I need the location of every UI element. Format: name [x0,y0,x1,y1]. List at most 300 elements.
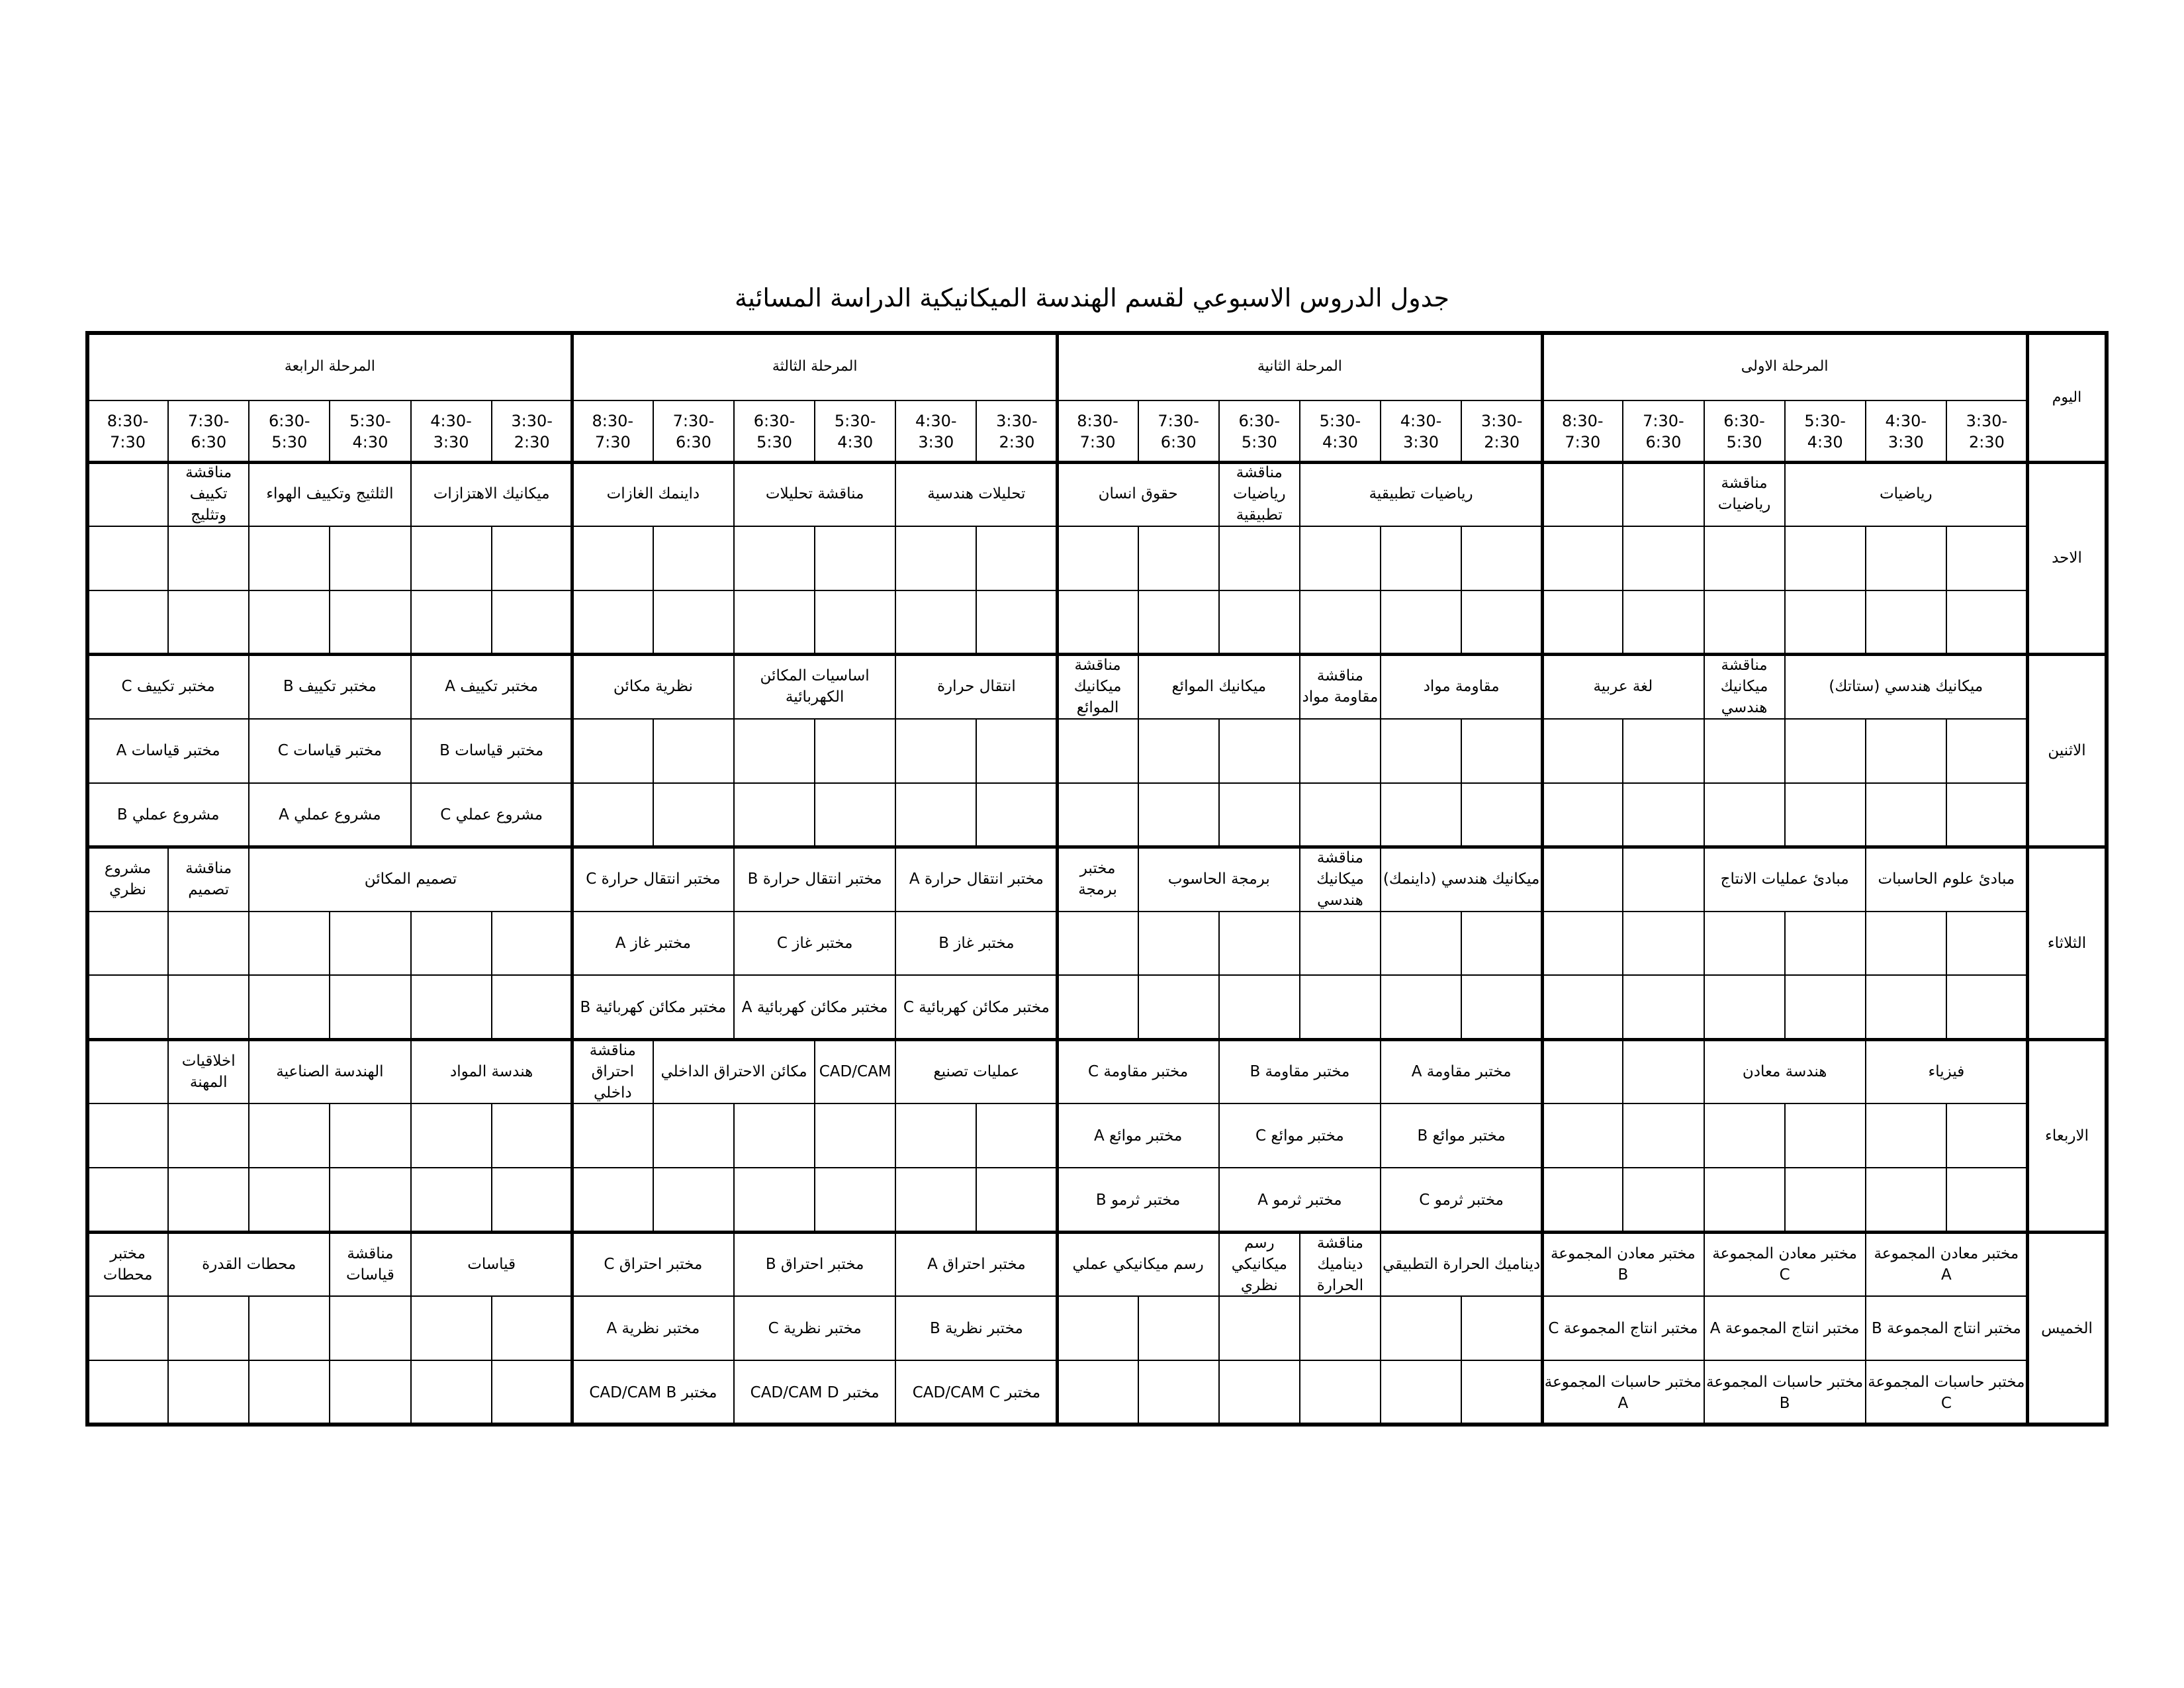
time-slot-text: 6:30-5:30 [753,411,796,451]
grid-line [733,1360,735,1425]
time-slot [1542,400,1623,462]
class-cell-text: مختبر انتاج المجموعة A [1709,1319,1860,1337]
grid-line [248,526,250,590]
grid-line [976,1168,977,1232]
grid-line [1299,719,1300,783]
grid-line [1784,526,1786,590]
grid-line [1946,590,1947,655]
grid-line [1461,975,1462,1039]
grid-line [329,1232,330,1296]
time-slot-text: 3:30-2:30 [511,411,553,451]
grid-line [1299,590,1300,655]
grid-line [1299,912,1300,976]
class-cell [572,1039,653,1103]
grid-line [491,975,492,1039]
class-cell-text: مختبر نظرية C [768,1319,862,1337]
class-cell-text: مختبر احتراق C [604,1255,703,1273]
class-cell [1542,1232,1704,1296]
grid-line [1218,400,1220,462]
class-cell-text: مختبر قياسات B [439,742,544,760]
class-cell [734,1360,895,1425]
grid-line [976,526,977,590]
grid-line [167,462,169,526]
time-slot-text: 4:30-3:30 [430,411,472,451]
grid-line [410,1360,412,1425]
grid-line [1461,400,1462,462]
class-cell [87,783,249,847]
class-cell [815,1039,895,1103]
grid-line [329,1103,330,1168]
grid-line [167,400,169,462]
grid-line [1380,912,1381,976]
class-cell-text: رسم ميكانيكي عملي [1072,1255,1204,1273]
class-cell [572,462,734,526]
class-cell [1704,462,1785,526]
class-cell-text: مختبر انتقال حرارة C [586,870,721,888]
grid-line [733,975,735,1039]
grid-line [733,526,735,590]
class-cell [895,1039,1057,1103]
class-cell [1381,1168,1542,1232]
class-cell-text: تحليلات هندسية [927,485,1026,503]
stage-header [572,333,1058,400]
grid-line [1704,655,1705,719]
class-cell-text: حقوق انسان [1098,485,1178,503]
class-cell [1381,1232,1542,1296]
class-cell [1219,1039,1381,1103]
grid-line [733,847,735,912]
class-cell-text: مناقشة احتراق داخلي [589,1041,636,1102]
class-cell-text: ميكانيك هندسي (ستاتك) [1829,678,1983,696]
grid-line [1784,719,1786,783]
class-cell-text: مختبر ثرمو B [1095,1191,1181,1209]
grid-line [1299,1232,1300,1296]
grid-line [1380,1039,1381,1103]
grid-line [167,1232,169,1296]
grid-line [814,783,815,847]
grid-line [1622,1103,1623,1168]
grid-line [1704,1039,1705,1103]
grid-line [814,1168,815,1232]
grid-line [491,1296,492,1360]
class-cell-text: مناقشة تحليلات [765,485,864,503]
class-cell [411,719,572,783]
class-cell [895,912,1057,976]
class-cell-text: مختبر مكائن كهربائية C [903,998,1050,1016]
class-cell [1704,1232,1866,1296]
grid-line [1704,1168,1705,1232]
grid-line [1865,1296,1866,1360]
class-cell [249,783,410,847]
grid-line [1380,783,1381,847]
class-cell-text: انتقال حرارة [936,678,1016,696]
grid-line [491,1103,492,1168]
grid-line [1380,526,1381,590]
time-slot-text: 3:30-2:30 [996,411,1038,451]
grid-line [895,400,896,462]
grid-line [1865,1360,1866,1425]
grid-line [248,912,250,976]
class-cell-text: عمليات تصنيع [933,1062,1020,1080]
grid-line [1622,526,1623,590]
time-slot [976,400,1057,462]
grid-line [733,462,735,526]
class-cell [1219,462,1300,526]
grid-line [329,590,330,655]
class-cell [411,783,572,847]
time-slot [87,400,168,462]
class-cell-text: مختبر CAD/CAM C [912,1383,1041,1401]
grid-line [85,331,89,1427]
class-cell-text: مشروع عملي C [440,806,543,824]
class-cell-text: مختبر انتاج المجموعة C [1548,1319,1698,1337]
class-cell-text: CAD/CAM [819,1062,891,1080]
grid-line [895,526,896,590]
grid-line [329,400,330,462]
grid-line [1299,655,1300,719]
grid-line [1622,975,1623,1039]
grid-line [1380,655,1381,719]
class-cell-text: رسم ميكانيكي نظري [1231,1234,1287,1294]
class-cell [1785,462,2027,526]
class-cell [1058,1232,1219,1296]
class-cell [1300,655,1381,719]
grid-line [1946,1168,1947,1232]
grid-line [410,655,412,719]
grid-line [248,1168,250,1232]
class-cell-text: مبادئ علوم الحاسبات [1878,870,2015,888]
grid-line [814,400,815,462]
class-cell-text: لغة عربية [1593,678,1653,696]
grid-line [1784,1168,1786,1232]
grid-line [1218,1039,1220,1103]
grid-line [895,1168,896,1232]
class-cell [734,975,895,1039]
grid-line [410,1296,412,1360]
grid-line [1622,1168,1623,1232]
class-cell [1300,462,1542,526]
class-cell-text: داينمك الغازات [606,485,700,503]
class-cell [1058,1039,1219,1103]
class-cell [1704,1296,1866,1360]
grid-line [1704,526,1705,590]
grid-line [1622,783,1623,847]
grid-line [85,1038,2109,1041]
class-cell-text: مختبر غاز A [615,934,691,952]
time-slot-text: 3:30-2:30 [1966,411,2008,451]
class-cell-text: مختبر محطات [103,1244,153,1284]
class-cell [1542,655,1704,719]
class-cell [1058,462,1219,526]
grid-line [410,975,412,1039]
grid-line [1704,1296,1705,1360]
grid-line [895,783,896,847]
class-cell [411,1039,572,1103]
grid-line [1299,462,1300,526]
time-slot-text: 7:30-6:30 [1158,411,1199,451]
grid-line [1622,847,1623,912]
class-cell [168,1232,330,1296]
class-cell [1866,1232,2027,1296]
class-cell-text: الثلثيج وتكييف الهواء [266,485,394,503]
class-cell-text: رياضيات [1879,485,1933,503]
class-cell [734,655,895,719]
grid-line [733,590,735,655]
class-cell [1058,655,1138,719]
class-cell-text: ميكانيك الموائع [1171,678,1267,696]
class-cell-text: نظرية مكائن [613,678,693,696]
grid-line [733,783,735,847]
grid-line [248,1360,250,1425]
class-cell [1138,847,1300,912]
class-cell [572,1296,734,1360]
grid-line [733,400,735,462]
grid-line [976,590,977,655]
time-slot [734,400,815,462]
grid-line [1946,400,1947,462]
day-header-text: اليوم [2052,389,2082,406]
time-slot-text: 5:30-4:30 [834,411,876,451]
class-cell-text: مختبر مقاومة B [1250,1062,1350,1080]
grid-line [1865,1103,1866,1168]
grid-line [814,1103,815,1168]
class-cell-text: مشروع عملي B [116,806,220,824]
class-cell-text: قياسات [467,1255,516,1273]
time-slot-text: 8:30-7:30 [107,411,149,451]
class-cell [895,1360,1057,1425]
grid-line [1461,1296,1462,1360]
class-cell [895,462,1057,526]
grid-line [1218,1296,1220,1360]
grid-line [895,1039,896,1103]
grid-line [329,526,330,590]
grid-line [1380,1168,1381,1232]
grid-line [2105,331,2109,1427]
class-cell [895,1232,1057,1296]
class-cell-text: محطات القدرة [202,1255,296,1273]
grid-line [410,462,412,526]
grid-line [491,912,492,976]
grid-line [491,1168,492,1232]
class-cell-text: فيزياء [1928,1062,1965,1080]
class-cell [572,847,734,912]
time-slot [1623,400,1704,462]
class-cell [1381,847,1542,912]
grid-line [733,1103,735,1168]
class-cell-text: مكائن الاحتراق الداخلي [660,1062,807,1080]
grid-line [248,1039,250,1103]
grid-line [976,783,977,847]
grid-line [167,975,169,1039]
time-slot [1300,400,1381,462]
time-slot-text: 6:30-5:30 [1238,411,1281,451]
class-cell [734,462,895,526]
class-cell [572,1360,734,1425]
day-label-text: الخميس [2041,1319,2093,1337]
grid-line [167,1360,169,1425]
class-cell [1058,1168,1219,1232]
class-cell [895,975,1057,1039]
class-cell-text: مقاومة مواد [1423,678,1500,696]
grid-line [1461,526,1462,590]
class-cell [168,847,249,912]
grid-line [1138,526,1139,590]
grid-line [895,847,896,912]
grid-line [1461,719,1462,783]
grid-line [1865,912,1866,976]
class-cell-text: مختبر انتاج المجموعة B [1871,1319,2021,1337]
class-cell [168,1039,249,1103]
grid-line [733,719,735,783]
class-cell-text: مختبر احتراق B [765,1255,864,1273]
grid-line [1056,333,1059,1425]
grid-line [1380,719,1381,783]
grid-line [167,1168,169,1232]
stage-header [87,333,572,400]
time-slot [895,400,976,462]
time-slot [1946,400,2027,462]
class-cell-text: ميكانيك هندسي (داينمك) [1383,870,1540,888]
grid-line [895,912,896,976]
grid-line [653,400,654,462]
time-slot-text: 6:30-5:30 [1723,411,1765,451]
grid-line [167,1103,169,1168]
grid-line [1138,975,1139,1039]
time-slot-text: 5:30-4:30 [349,411,391,451]
grid-line [653,590,654,655]
grid-line [1218,1232,1220,1296]
class-cell [572,912,734,976]
class-cell-text: مناقشة قياسات [346,1244,394,1284]
class-cell-text: مختبر تكييف A [445,678,539,696]
grid-line [167,847,169,912]
grid-line [1946,719,1947,783]
time-slot [492,400,572,462]
grid-line [1138,590,1139,655]
class-cell [330,1232,410,1296]
grid-line [329,912,330,976]
grid-line [1461,783,1462,847]
class-cell-text: مناقشة ميكانيك الموائع [1073,657,1122,717]
grid-line [85,461,2109,464]
class-cell [1704,1039,1866,1103]
class-cell [734,912,895,976]
grid-line [1380,1232,1381,1296]
grid-line [1622,400,1623,462]
class-cell-text: مختبر تكييف C [121,678,215,696]
time-slot-text: 4:30-3:30 [915,411,957,451]
class-cell-text: مختبر معادن المجموعة C [1712,1244,1857,1284]
stage-header-text: المرحلة الثانية [1257,358,1342,375]
class-cell-text: مشروع نظري [104,860,152,899]
class-cell-text: مختبر نظرية B [929,1319,1023,1337]
class-cell-text: هندسة معادن [1742,1062,1827,1080]
grid-line [248,1103,250,1168]
class-cell-text: اخلاقيات المهنة [181,1052,236,1091]
grid-line [1541,333,1544,1425]
grid-line [1784,1103,1786,1168]
time-slot-text: 7:30-6:30 [187,411,230,451]
time-slot-text: 7:30-6:30 [1643,411,1684,451]
grid-line [410,912,412,976]
class-cell-text: اساسيات المكائن الكهربائية [760,667,870,706]
stage-header-text: المرحلة الثالثة [772,358,858,375]
grid-line [814,719,815,783]
time-slot [653,400,734,462]
grid-line [976,1103,977,1168]
time-slot-text: 4:30-3:30 [1885,411,1927,451]
day-label-text: الاحد [2052,549,2082,567]
class-cell [411,655,572,719]
class-cell [734,1296,895,1360]
class-cell-text: مختبر مكائن كهربائية A [741,998,888,1016]
grid-line [733,1168,735,1232]
class-cell-text: رياضيات تطبيقية [1369,485,1473,503]
grid-line [653,719,654,783]
class-cell-text: مختبر حاسبات المجموعة A [1544,1373,1702,1412]
grid-line [895,590,896,655]
grid-line [167,590,169,655]
class-cell [572,655,734,719]
grid-line [1784,975,1786,1039]
class-cell [168,462,249,526]
class-cell [895,847,1057,912]
grid-line [976,400,977,462]
class-cell-text: مبادئ عمليات الانتاج [1720,870,1849,888]
class-cell-text: مختبر معادن المجموعة B [1551,1244,1696,1284]
grid-line [329,1296,330,1360]
class-cell-text: ميكانيك الاهتزازات [433,485,550,503]
class-cell-text: مختبر مكائن كهربائية B [580,998,727,1016]
class-cell [895,1296,1057,1360]
class-cell [249,719,410,783]
class-cell [87,1232,168,1296]
grid-line [1946,783,1947,847]
class-cell-text: مختبر غاز C [776,934,853,952]
grid-line [1218,1168,1220,1232]
grid-line [1704,590,1705,655]
class-cell-text: مناقشة رياضيات تطبيقية [1232,464,1286,524]
grid-line [1865,847,1866,912]
grid-line [1218,526,1220,590]
class-cell [1866,1360,2027,1425]
grid-line [1138,1296,1139,1360]
class-cell-text: مختبر غاز B [938,934,1015,952]
class-cell [895,655,1057,719]
stage-header-text: المرحلة الرابعة [284,358,375,375]
grid-line [87,400,2027,401]
class-cell-text: مختبر حاسبات المجموعة B [1706,1373,1864,1412]
time-slot [1785,400,1866,462]
class-cell-text: مناقشة تكييف وتثليج [185,464,232,524]
grid-line [1218,590,1220,655]
time-slot-text: 6:30-5:30 [269,411,310,451]
day-label [2027,847,2107,1040]
grid-line [1704,783,1705,847]
day-label [2027,1232,2107,1425]
grid-line [895,1360,896,1425]
page-title: جدول الدروس الاسبوعي لقسم الهندسة الميكانيكية الدراسة المسائية [734,283,1450,312]
grid-line [1784,400,1786,462]
grid-line [491,526,492,590]
grid-line [167,526,169,590]
grid-line [1704,975,1705,1039]
grid-line [895,1232,896,1296]
time-slot [1461,400,1542,462]
grid-line [1865,1232,1866,1296]
class-cell [1300,847,1381,912]
day-header [2027,333,2107,462]
